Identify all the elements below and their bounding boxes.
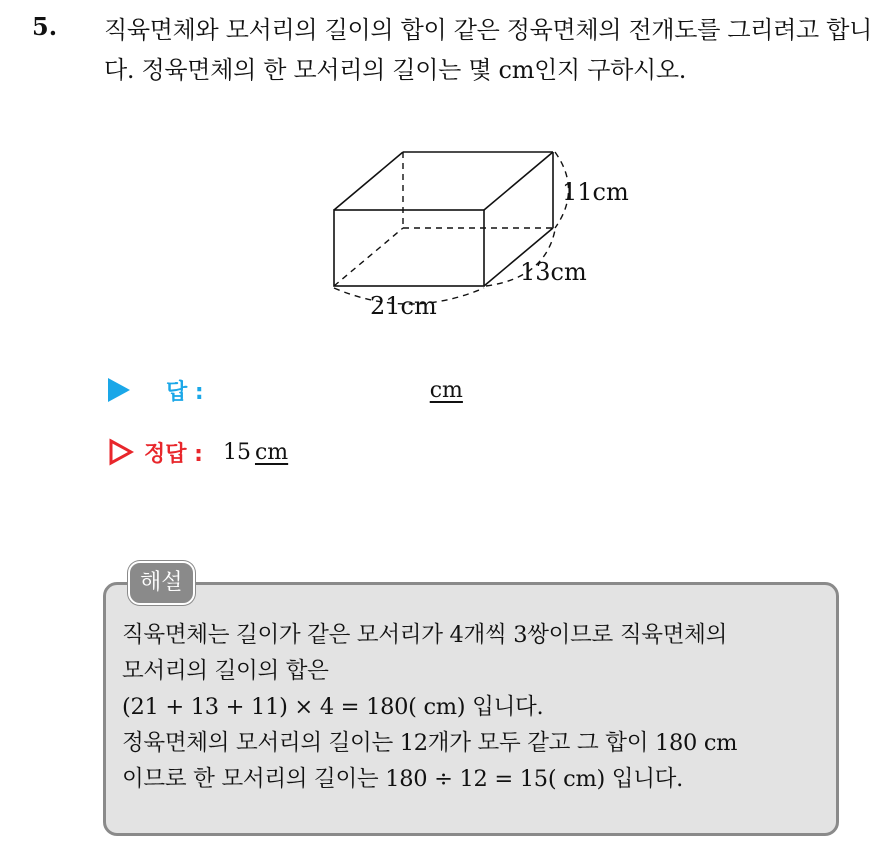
hidden-bottom-left-edge [334, 228, 403, 286]
explanation-text [122, 617, 832, 797]
width-label: 21cm [370, 292, 437, 320]
solution-value: 15 [222, 439, 251, 465]
explanation-line: 모서리의 길이의 합은 [122, 658, 329, 684]
filled-triangle-right-icon [108, 378, 130, 402]
explanation-line: 직육면체는 길이가 같은 모서리가 4개씩 3쌍이므로 직육면체의 [122, 622, 728, 648]
explanation-line: 정육면체의 모서리의 길이는 12개가 모두 같고 그 합이 180 cm [122, 730, 738, 756]
explanation-line: 이므로 한 모서리의 길이는 180 ÷ 12 = 15( cm) 입니다. [122, 766, 683, 792]
solution-unit: cm [254, 439, 289, 465]
explanation-line: (21 + 13 + 11) × 4 = 180( cm) 입니다. [122, 694, 544, 720]
height-label: 11cm [562, 178, 629, 206]
answer-row [108, 370, 463, 410]
front-face [334, 210, 484, 286]
solution-answer [223, 440, 288, 465]
problem-number: 5. [32, 12, 58, 41]
top-left-edge [334, 152, 403, 210]
outline-triangle-right-icon [108, 438, 134, 466]
cuboid-figure [320, 140, 650, 330]
depth-label: 13cm [520, 258, 587, 286]
answer-label: 답 : [166, 379, 204, 405]
question-text: 직육면체와 모서리의 길이의 합이 같은 정육면체의 전개도를 그리려고 합니다. 정육면체의 한 모서리의 길이는 몇 cm인지 구하시오. [104, 16, 873, 84]
answer-unit: cm [429, 377, 463, 403]
top-right-edge [484, 152, 553, 210]
cuboid-diagram [320, 140, 650, 330]
explanation-tag: 해설 [128, 561, 195, 605]
solution-label: 정답 : [144, 441, 203, 467]
solution-row [108, 432, 288, 472]
